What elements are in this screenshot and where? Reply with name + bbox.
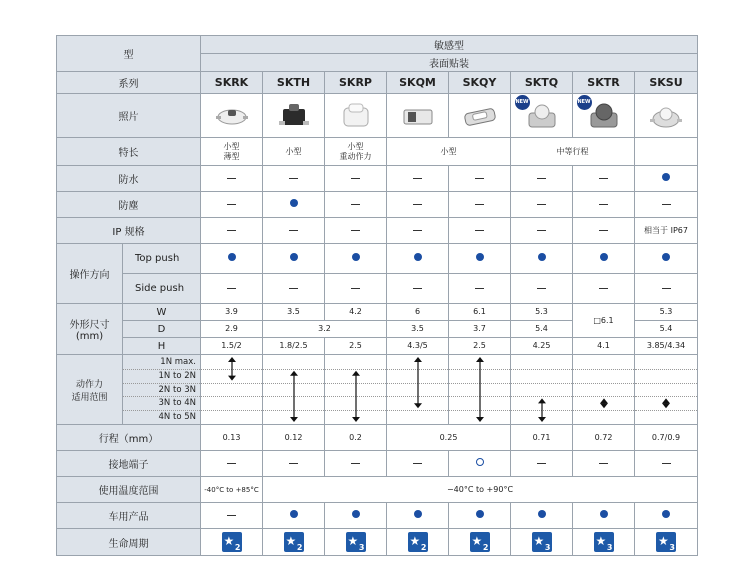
lifecycle-number: 2 <box>420 543 427 552</box>
waterproof-skrk <box>201 166 263 192</box>
side_push-skqy <box>449 274 511 304</box>
dash-icon <box>475 178 484 179</box>
feature-sktq-sktr: 中等行程 <box>511 138 635 166</box>
life-sksu <box>635 529 698 556</box>
waterproof-skth <box>263 166 325 192</box>
life-skrk <box>201 529 263 556</box>
h-sktr: 4.1 <box>573 338 635 355</box>
h-sktq: 4.25 <box>511 338 573 355</box>
force-divider <box>123 410 200 411</box>
ip-sktq <box>511 218 573 244</box>
range-arrow-icon <box>201 355 263 424</box>
ground-sksu <box>635 451 698 477</box>
lifecycle-star-icon: ★ 2 <box>285 534 303 552</box>
dash-icon <box>537 463 546 464</box>
force-level-label: 2N to 3N <box>158 384 196 395</box>
dash-icon <box>227 178 236 179</box>
lifecycle-number: 3 <box>544 543 551 552</box>
ground-skqy <box>449 451 511 477</box>
waterproof-skqy <box>449 166 511 192</box>
waterproof-skrp <box>325 166 387 192</box>
size-label: 外形尺寸 (mm) <box>57 304 123 355</box>
dash-icon <box>662 204 671 205</box>
photo-sktq <box>511 94 573 138</box>
filled-dot-icon <box>290 199 298 207</box>
force-level-label: 1N max. <box>160 357 196 367</box>
ip-skrk <box>201 218 263 244</box>
range-arrow-icon <box>635 355 697 424</box>
auto-skqm <box>387 503 449 529</box>
lifecycle-number: 2 <box>296 543 303 552</box>
force-label: 动作力 适用范围 <box>57 355 123 425</box>
lifecycle-number: 2 <box>482 543 489 552</box>
dash-icon <box>227 204 236 205</box>
filled-dot-icon <box>538 510 546 518</box>
range-arrow-icon <box>449 355 511 424</box>
range-arrow-icon <box>325 355 387 424</box>
series-sktr: SKTR <box>573 72 635 94</box>
force-divider <box>123 383 200 384</box>
dash-icon <box>289 178 298 179</box>
w-skrk: 3.9 <box>201 304 263 321</box>
life-label: 生命周期 <box>57 529 201 556</box>
d-skrk: 2.9 <box>201 321 263 338</box>
range-arrow-icon <box>263 355 325 424</box>
auto-skth <box>263 503 325 529</box>
force-skrk <box>201 355 263 425</box>
hollow-dot-icon <box>476 458 484 466</box>
top_push-skrp <box>325 244 387 274</box>
dustproof-skqm <box>387 192 449 218</box>
life-skqy <box>449 529 511 556</box>
feature-skth: 小型 <box>263 138 325 166</box>
dash-icon <box>475 204 484 205</box>
w-skqm: 6 <box>387 304 449 321</box>
d-label: D <box>123 321 201 338</box>
force-skqy <box>449 355 511 425</box>
dash-icon <box>351 288 360 289</box>
lifecycle-number: 3 <box>606 543 613 552</box>
op-dir-label: 操作方向 <box>57 244 123 304</box>
force-skqm <box>387 355 449 425</box>
d-sksu: 5.4 <box>635 321 698 338</box>
lifecycle-number: 3 <box>669 543 675 552</box>
w-sktr: □6.1 <box>573 304 635 338</box>
photo-skth <box>263 94 325 138</box>
auto-sktq <box>511 503 573 529</box>
force-sktq <box>511 355 573 425</box>
ground-skth <box>263 451 325 477</box>
dustproof-skth <box>263 192 325 218</box>
dash-icon <box>599 204 608 205</box>
filled-dot-icon <box>538 253 546 261</box>
waterproof-sksu <box>635 166 698 192</box>
series-sksu: SKSU <box>635 72 698 94</box>
stroke-sktr: 0.72 <box>573 425 635 451</box>
dash-icon <box>289 288 298 289</box>
ground-skrp <box>325 451 387 477</box>
lifecycle-star-icon: ★ 2 <box>223 534 241 552</box>
filled-dot-icon <box>228 253 236 261</box>
w-skqy: 6.1 <box>449 304 511 321</box>
force-divider <box>123 396 200 397</box>
dash-icon <box>662 288 671 289</box>
range-arrow-icon <box>387 355 449 424</box>
force-skth <box>263 355 325 425</box>
auto-skrk <box>201 503 263 529</box>
filled-dot-icon <box>352 510 360 518</box>
dash-icon <box>413 204 422 205</box>
range-arrow-icon <box>573 355 635 424</box>
photo-label: 照片 <box>57 94 201 138</box>
top_push-sksu <box>635 244 698 274</box>
dash-icon <box>662 463 671 464</box>
stroke-skqm-skqy: 0.25 <box>387 425 511 451</box>
dash-icon <box>351 178 360 179</box>
side_push-sktq <box>511 274 573 304</box>
photo-skrk <box>201 94 263 138</box>
dash-icon <box>227 463 236 464</box>
new-badge: NEW <box>577 95 592 110</box>
filled-dot-icon <box>600 253 608 261</box>
series-skqy: SKQY <box>449 72 511 94</box>
dash-icon <box>475 288 484 289</box>
dash-icon <box>413 230 422 231</box>
switch-photo <box>515 98 563 133</box>
dash-icon <box>289 230 298 231</box>
force-sksu <box>635 355 698 425</box>
side_push-sksu <box>635 274 698 304</box>
dash-icon <box>413 288 422 289</box>
temp-others: −40°C to +90°C <box>263 477 698 503</box>
type-label: 型 <box>57 36 201 72</box>
top_push-skrk <box>201 244 263 274</box>
dustproof-skrp <box>325 192 387 218</box>
lifecycle-star-icon: ★ 2 <box>409 534 427 552</box>
series-label: 系列 <box>57 72 201 94</box>
h-skth: 1.8/2.5 <box>263 338 325 355</box>
stroke-label: 行程（mm） <box>57 425 201 451</box>
ip-label: IP 规格 <box>57 218 201 244</box>
force-skrp <box>325 355 387 425</box>
ip-sksu: 相当于 IP67 <box>635 218 698 244</box>
h-skqm: 4.3/5 <box>387 338 449 355</box>
force-divider <box>123 369 200 370</box>
d-skqm: 3.5 <box>387 321 449 338</box>
new-badge: NEW <box>515 95 530 110</box>
feature-skqm-skqy: 小型 <box>387 138 511 166</box>
ground-sktr <box>573 451 635 477</box>
series-skrk: SKRK <box>201 72 263 94</box>
filled-dot-icon <box>662 510 670 518</box>
switch-photo <box>577 98 625 133</box>
stroke-skrk: 0.13 <box>201 425 263 451</box>
ip-skth <box>263 218 325 244</box>
ground-sktq <box>511 451 573 477</box>
feature-skrp: 小型 重动作力 <box>325 138 387 166</box>
top_push-sktq <box>511 244 573 274</box>
w-sktq: 5.3 <box>511 304 573 321</box>
waterproof-sktr <box>573 166 635 192</box>
photo-skrp <box>325 94 387 138</box>
dash-icon <box>537 204 546 205</box>
side_push-sktr <box>573 274 635 304</box>
dash-icon <box>413 178 422 179</box>
w-skth: 3.5 <box>263 304 325 321</box>
photo-sktr <box>573 94 635 138</box>
filled-dot-icon <box>290 253 298 261</box>
side_push-skrp <box>325 274 387 304</box>
lifecycle-number: 3 <box>358 543 365 552</box>
dash-icon <box>599 230 608 231</box>
w-sksu: 5.3 <box>635 304 698 321</box>
dash-icon <box>351 463 360 464</box>
auto-sktr <box>573 503 635 529</box>
dustproof-sktr <box>573 192 635 218</box>
photo-skqy <box>449 94 511 138</box>
stroke-skth: 0.12 <box>263 425 325 451</box>
dash-icon <box>537 288 546 289</box>
d-skth-skrp: 3.2 <box>263 321 387 338</box>
dustproof-sksu <box>635 192 698 218</box>
photo-sksu <box>635 94 698 138</box>
series-skqm: SKQM <box>387 72 449 94</box>
waterproof-skqm <box>387 166 449 192</box>
dash-icon <box>537 178 546 179</box>
filled-dot-icon <box>600 510 608 518</box>
force-sktr <box>573 355 635 425</box>
dash-icon <box>227 288 236 289</box>
filled-dot-icon <box>662 173 670 181</box>
dustproof-skqy <box>449 192 511 218</box>
feature-skrk: 小型 薄型 <box>201 138 263 166</box>
dustproof-sktq <box>511 192 573 218</box>
ground-label: 接地端子 <box>57 451 201 477</box>
ip-skqy <box>449 218 511 244</box>
dash-icon <box>227 230 236 231</box>
side-push-label: Side push <box>123 274 201 304</box>
switch-photo <box>335 99 377 133</box>
switch-photo <box>397 99 439 133</box>
waterproof-label: 防水 <box>57 166 201 192</box>
series-skth: SKTH <box>263 72 325 94</box>
dash-icon <box>599 288 608 289</box>
life-skth <box>263 529 325 556</box>
auto-skrp <box>325 503 387 529</box>
filled-dot-icon <box>414 253 422 261</box>
force-levels <box>123 355 201 425</box>
switch-photo <box>211 99 253 133</box>
auto-skqy <box>449 503 511 529</box>
category-label: 敏感型 <box>201 36 698 54</box>
temp-skrk: -40°C to +85°C <box>201 477 263 503</box>
lifecycle-star-icon: ★ 3 <box>595 534 613 552</box>
stroke-skrp: 0.2 <box>325 425 387 451</box>
stroke-sksu: 0.7/0.9 <box>635 425 698 451</box>
d-sktq: 5.4 <box>511 321 573 338</box>
w-label: W <box>123 304 201 321</box>
switch-spec-table <box>56 35 698 556</box>
top-push-label: Top push <box>123 244 201 274</box>
top_push-sktr <box>573 244 635 274</box>
dash-icon <box>289 463 298 464</box>
lifecycle-star-icon: ★ 3 <box>658 534 675 552</box>
feature-label: 特长 <box>57 138 201 166</box>
life-sktq <box>511 529 573 556</box>
life-skqm <box>387 529 449 556</box>
lifecycle-star-icon: ★ 3 <box>533 534 551 552</box>
feature-sksu <box>635 138 698 166</box>
h-label: H <box>123 338 201 355</box>
stroke-sktq: 0.71 <box>511 425 573 451</box>
dash-icon <box>475 230 484 231</box>
filled-dot-icon <box>290 510 298 518</box>
lifecycle-star-icon: ★ 3 <box>347 534 365 552</box>
switch-photo <box>645 99 687 133</box>
h-sksu: 3.85/4.34 <box>635 338 698 355</box>
h-skrk: 1.5/2 <box>201 338 263 355</box>
dustproof-skrk <box>201 192 263 218</box>
side_push-skth <box>263 274 325 304</box>
life-sktr <box>573 529 635 556</box>
dash-icon <box>537 230 546 231</box>
h-skrp: 2.5 <box>325 338 387 355</box>
photo-skqm <box>387 94 449 138</box>
filled-dot-icon <box>414 510 422 518</box>
dash-icon <box>351 204 360 205</box>
dustproof-label: 防塵 <box>57 192 201 218</box>
lifecycle-number: 2 <box>234 543 241 552</box>
auto-sksu <box>635 503 698 529</box>
ip-skrp <box>325 218 387 244</box>
mount-label: 表面贴装 <box>201 54 698 72</box>
ip-skqm <box>387 218 449 244</box>
d-skqy: 3.7 <box>449 321 511 338</box>
life-skrp <box>325 529 387 556</box>
dash-icon <box>227 515 236 516</box>
ip-sktr <box>573 218 635 244</box>
series-sktq: SKTQ <box>511 72 573 94</box>
dash-icon <box>413 463 422 464</box>
filled-dot-icon <box>476 253 484 261</box>
dash-icon <box>599 178 608 179</box>
series-skrp: SKRP <box>325 72 387 94</box>
temp-label: 使用温度范围 <box>57 477 201 503</box>
top_push-skqm <box>387 244 449 274</box>
h-skqy: 2.5 <box>449 338 511 355</box>
filled-dot-icon <box>476 510 484 518</box>
lifecycle-star-icon: ★ 2 <box>471 534 489 552</box>
switch-photo <box>273 99 315 133</box>
auto-label: 车用产品 <box>57 503 201 529</box>
force-level-label: 4N to 5N <box>158 412 196 423</box>
filled-dot-icon <box>662 253 670 261</box>
top_push-skth <box>263 244 325 274</box>
force-level-label: 1N to 2N <box>158 370 196 381</box>
side_push-skrk <box>201 274 263 304</box>
filled-dot-icon <box>352 253 360 261</box>
switch-photo <box>459 99 501 133</box>
dash-icon <box>599 463 608 464</box>
top_push-skqy <box>449 244 511 274</box>
ground-skqm <box>387 451 449 477</box>
w-skrp: 4.2 <box>325 304 387 321</box>
waterproof-sktq <box>511 166 573 192</box>
ground-skrk <box>201 451 263 477</box>
force-level-label: 3N to 4N <box>158 398 196 409</box>
dash-icon <box>351 230 360 231</box>
side_push-skqm <box>387 274 449 304</box>
range-arrow-icon <box>511 355 573 424</box>
